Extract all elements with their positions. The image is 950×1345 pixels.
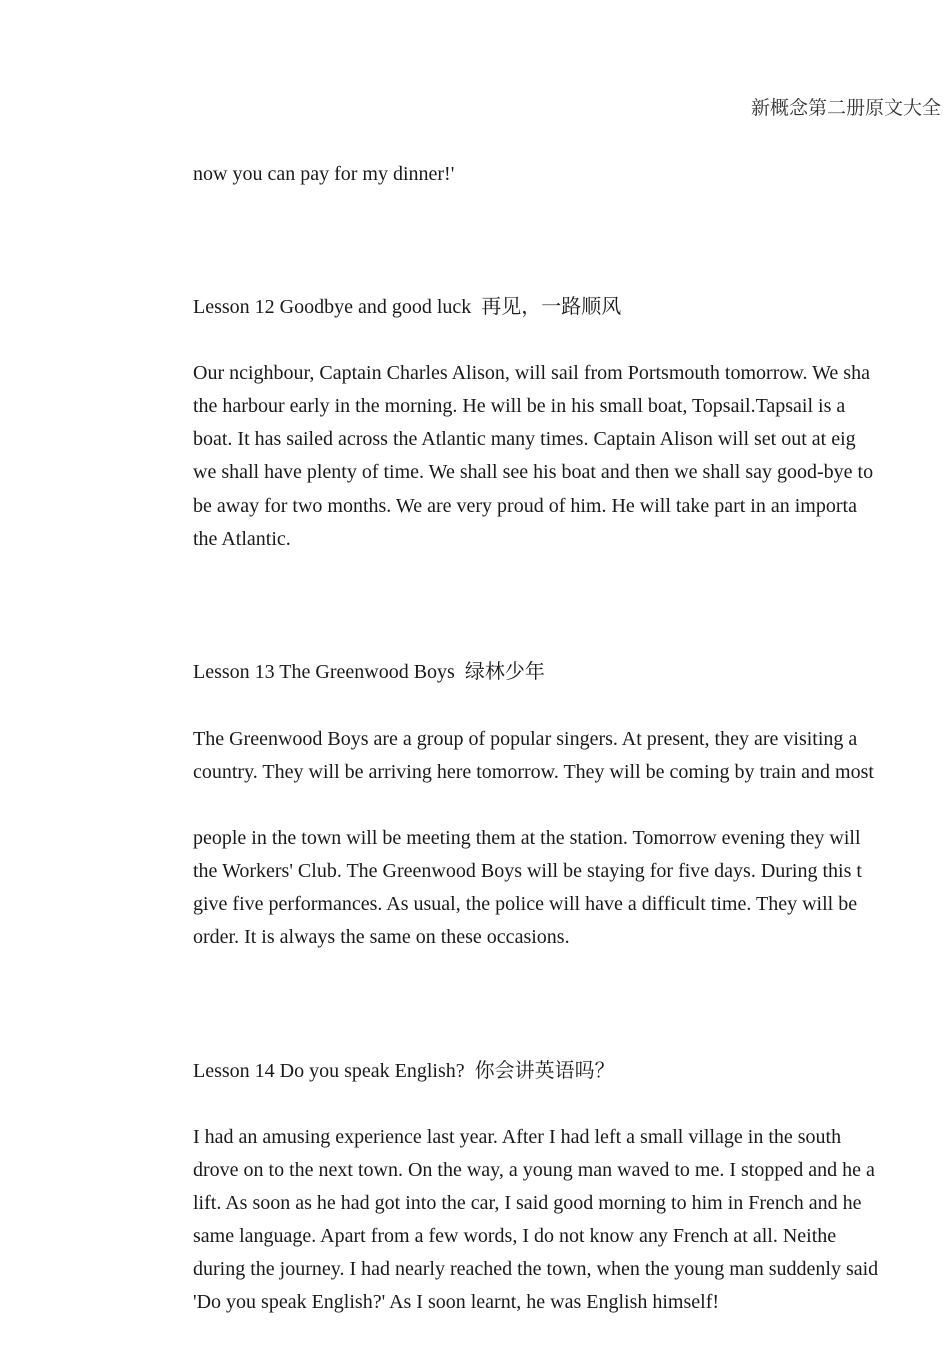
paragraph-line: Our ncighbour, Captain Charles Alison, will sail from Portsmouth tomorrow. We sha	[193, 362, 870, 384]
lesson-12-heading	[193, 295, 621, 319]
lesson-title: Lesson 12 Goodbye and good luck	[193, 296, 472, 318]
paragraph-line: the harbour early in the morning. He will be in his small boat, Topsail.Tapsail is a	[193, 395, 846, 417]
paragraph-line: people in the town will be meeting them at the station. Tomorrow evening they will	[193, 827, 861, 849]
paragraph-line: The Greenwood Boys are a group of popular singers. At present, they are visiting a	[193, 728, 858, 750]
lesson-13-heading	[193, 660, 545, 684]
lesson-title-cn: 你会讲英语吗？	[474, 1060, 615, 1082]
lesson-title-cn: 绿林少年	[464, 661, 545, 683]
paragraph-line: we shall have plenty of time. We shall see his boat and then we shall say good-bye to	[193, 461, 874, 483]
lesson-title: Lesson 14 Do you speak English?	[193, 1060, 465, 1082]
paragraph-line: lift. As soon as he had got into the car, I said good morning to him in French and he	[193, 1192, 862, 1214]
paragraph-line: during the journey. I had nearly reached the town, when the young man suddenly said	[193, 1258, 879, 1280]
paragraph-line: boat. It has sailed across the Atlantic many times. Captain Alison will set out at eig	[193, 428, 856, 450]
paragraph-line: the Atlantic.	[193, 528, 291, 550]
running-header: 新概念第二册原文大全	[751, 98, 942, 119]
paragraph-line: now you can pay for my dinner!'	[193, 163, 455, 185]
paragraph-line: same language. Apart from a few words, I do not know any French at all. Neithe	[193, 1225, 837, 1247]
paragraph-line: the Workers' Club. The Greenwood Boys will be staying for five days. During this t	[193, 860, 862, 882]
paragraph-line: order. It is always the same on these occasions.	[193, 926, 570, 948]
paragraph-line: I had an amusing experience last year. After I had left a small village in the south	[193, 1126, 842, 1148]
paragraph-line: give five performances. As usual, the police will have a difficult time. They will be	[193, 893, 858, 915]
lesson-14-heading	[193, 1059, 615, 1083]
paragraph-line: be away for two months. We are very proud of him. He will take part in an importa	[193, 495, 857, 517]
paragraph-line: country. They will be arriving here tomorrow. They will be coming by train and most	[193, 761, 874, 783]
paragraph-line: 'Do you speak English?' As I soon learnt, he was English himself!	[193, 1291, 720, 1313]
lesson-title-cn: 再见，一路顺风	[481, 296, 622, 318]
lesson-title: Lesson 13 The Greenwood Boys	[193, 661, 455, 683]
paragraph-line: drove on to the next town. On the way, a young man waved to me. I stopped and he a	[193, 1159, 875, 1181]
